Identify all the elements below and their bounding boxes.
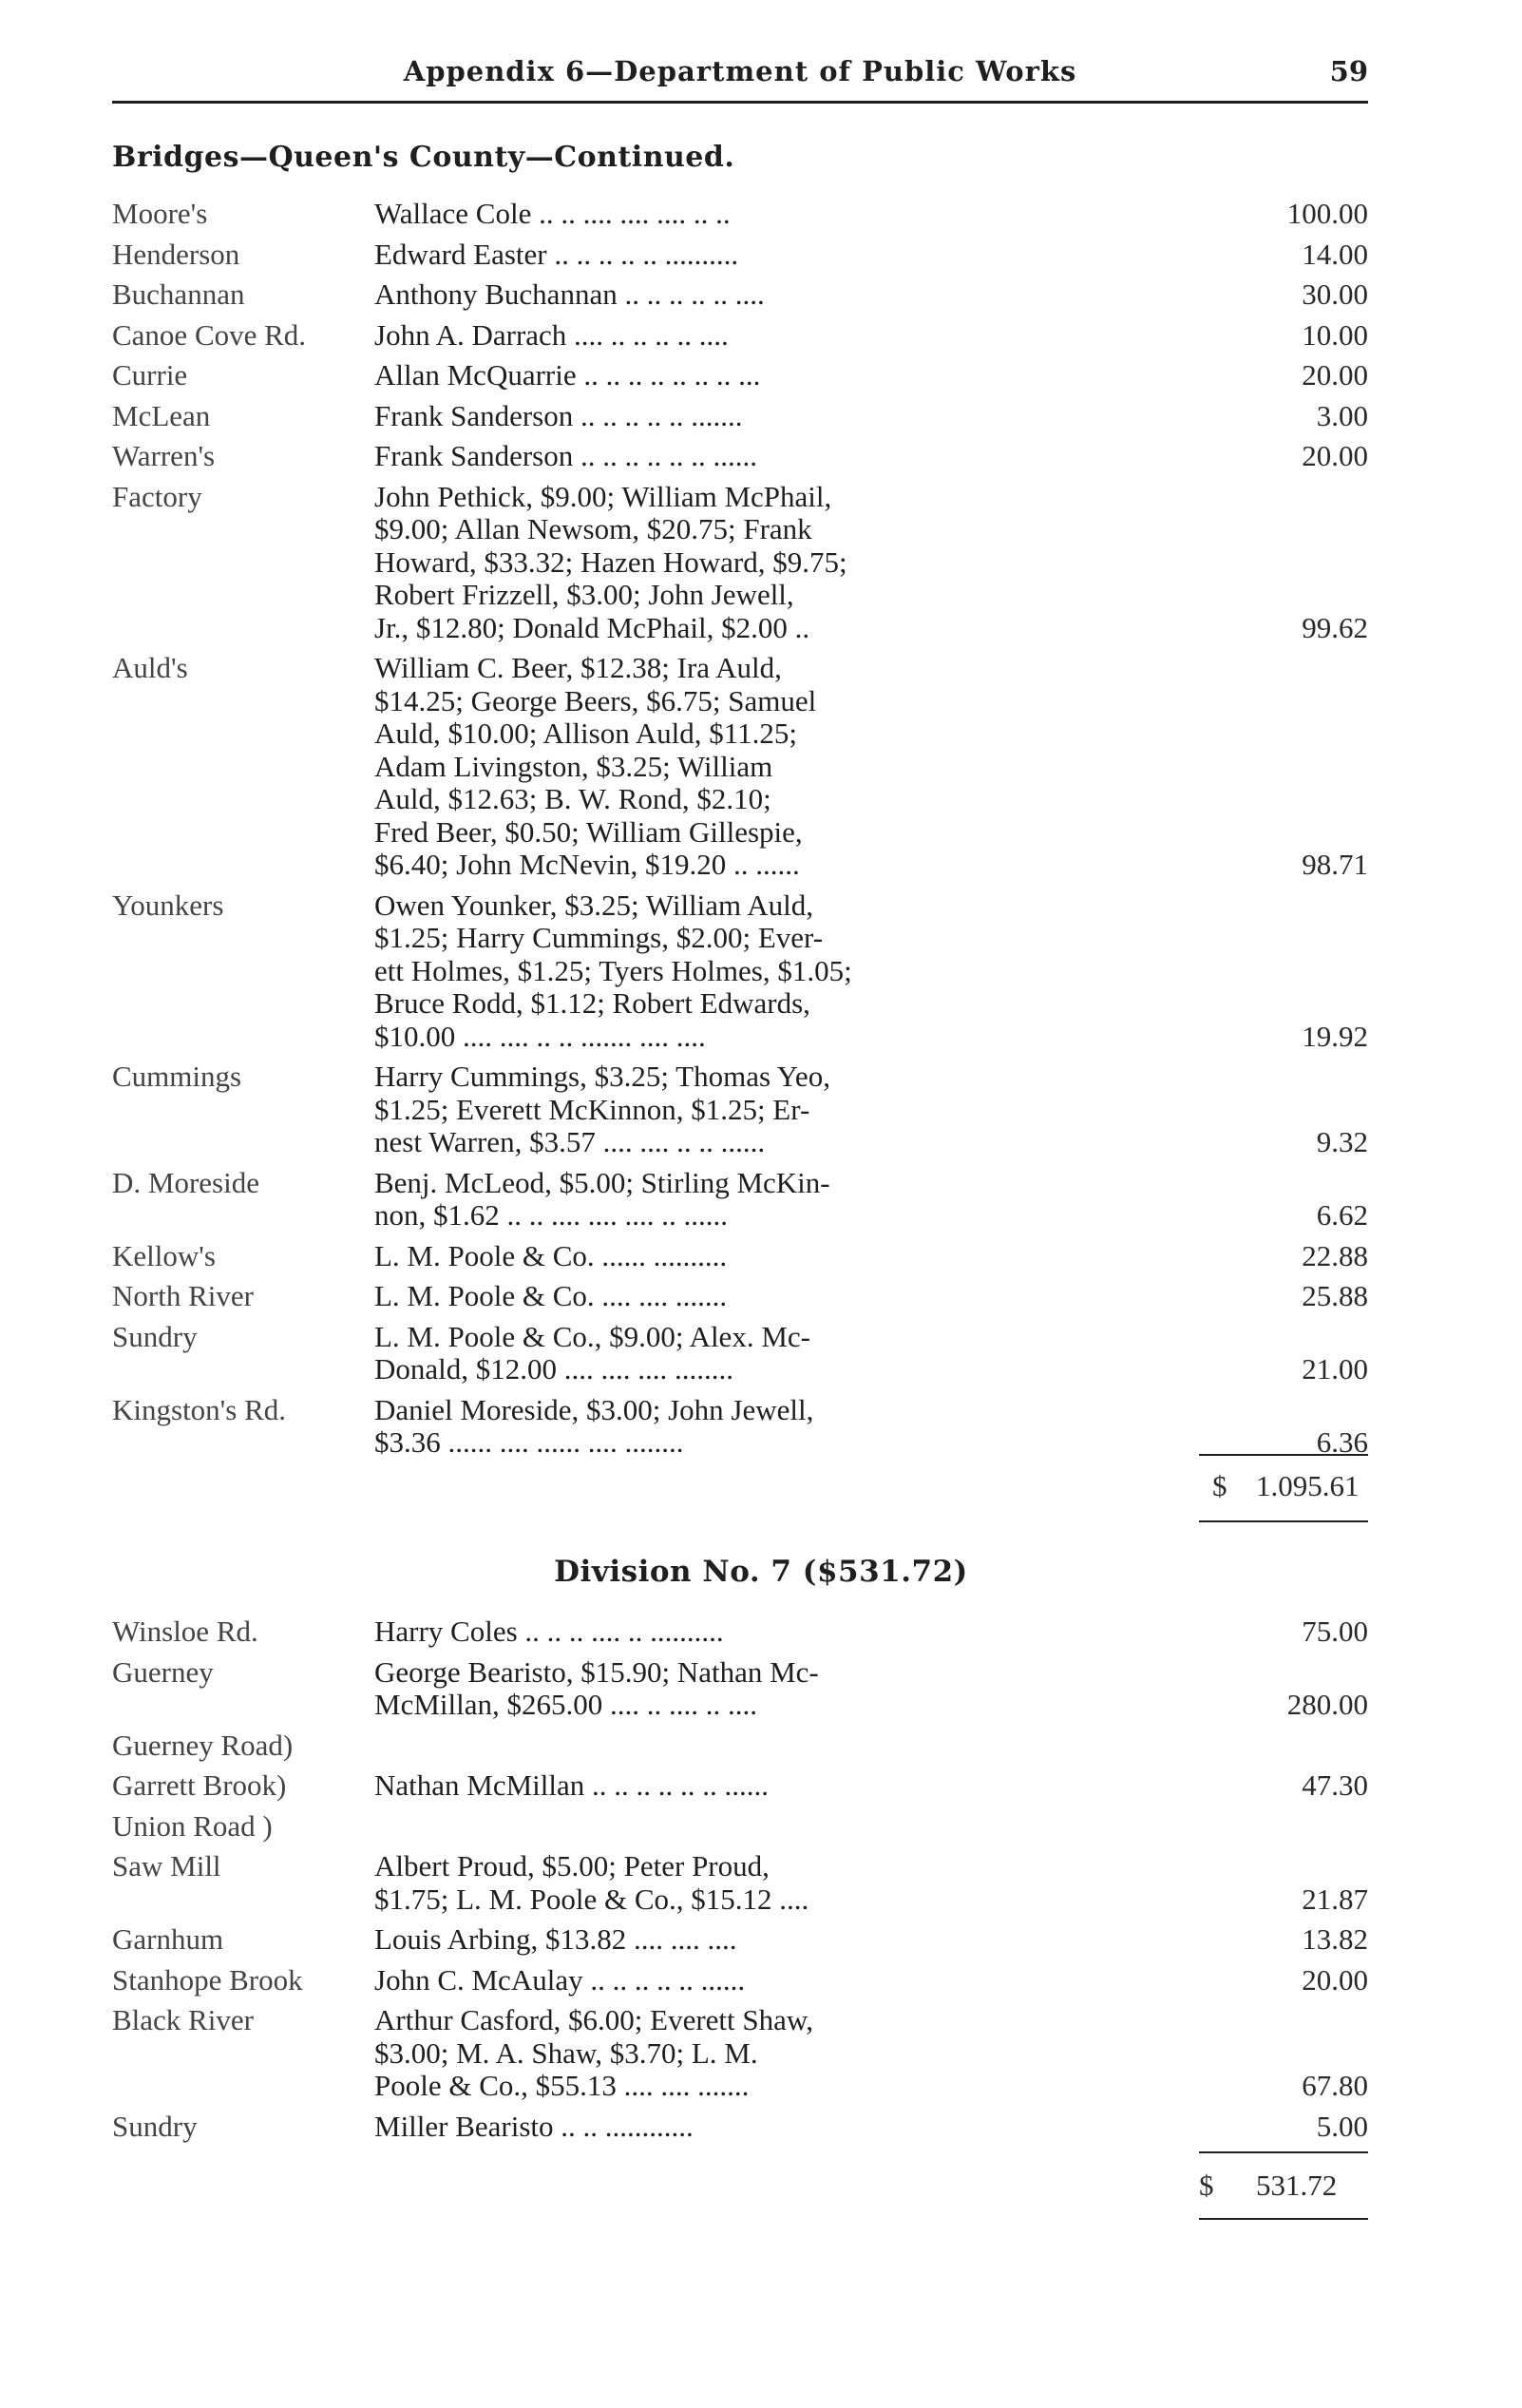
row-place: Guerney Road) bbox=[112, 1728, 294, 1762]
row-amount: 30.00 bbox=[1302, 277, 1368, 311]
row-place: McLean bbox=[112, 398, 211, 432]
total-a bbox=[1212, 1469, 1360, 1503]
row-description-line: Louis Arbing, $13.82 .... .... .... bbox=[374, 1922, 737, 1956]
division-heading: Division No. 7 ($531.72) bbox=[554, 1555, 968, 1589]
row-description-line: Frank Sanderson .. .. .. .. .. .. ...... bbox=[374, 439, 757, 472]
row-description-line: Fred Beer, $0.50; William Gillespie, bbox=[374, 814, 803, 849]
row-description-line: Howard, $33.32; Hazen Howard, $9.75; bbox=[374, 545, 847, 579]
header-rule bbox=[112, 101, 1368, 104]
row-place: Stanhope Brook bbox=[112, 1962, 303, 1997]
row-place: Currie bbox=[112, 358, 188, 392]
total-rule-bottom-b bbox=[1199, 2218, 1368, 2220]
row-amount: 5.00 bbox=[1316, 2109, 1368, 2143]
row-place: Warren's bbox=[112, 439, 216, 472]
row-amount: 6.62 bbox=[1316, 1198, 1368, 1232]
total-b bbox=[1199, 2169, 1337, 2203]
row-description-line: Arthur Casford, $6.00; Everett Shaw, bbox=[374, 2003, 814, 2036]
row-description-line: John C. McAulay .. .. .. .. .. ...... bbox=[374, 1962, 746, 1997]
row-description-line: Jr., $12.80; Donald McPhail, $2.00 .. bbox=[374, 610, 810, 644]
row-amount: 67.80 bbox=[1302, 2069, 1368, 2102]
row-place: Auld's bbox=[112, 651, 188, 684]
total-a-dollar: $ bbox=[1212, 1469, 1227, 1502]
total-b-dollar: $ bbox=[1199, 2169, 1214, 2202]
row-amount: 6.36 bbox=[1316, 1425, 1368, 1459]
row-amount: 21.87 bbox=[1302, 1882, 1368, 1916]
total-a-value: 1.095.61 bbox=[1256, 1469, 1360, 1502]
row-description-line: Edward Easter .. .. .. .. .. .......... bbox=[374, 237, 739, 271]
row-description-line: Miller Bearisto .. .. ............ bbox=[374, 2109, 694, 2143]
row-description-line: $1.25; Harry Cummings, $2.00; Ever- bbox=[374, 921, 824, 954]
row-amount: 99.62 bbox=[1302, 610, 1368, 644]
row-place: Winsloe Rd. bbox=[112, 1615, 258, 1648]
row-place: Factory bbox=[112, 479, 202, 513]
section-heading: Bridges—Queen's County—Continued. bbox=[112, 141, 735, 174]
row-amount: 21.00 bbox=[1302, 1352, 1368, 1386]
row-description-line: Auld, $10.00; Allison Auld, $11.25; bbox=[374, 717, 797, 750]
row-amount: 13.82 bbox=[1302, 1922, 1368, 1956]
row-amount: 25.88 bbox=[1302, 1279, 1368, 1312]
row-description-line: John A. Darrach .... .. .. .. .. .... bbox=[374, 317, 729, 352]
row-description-line: $3.36 ...... .... ...... .... ........ bbox=[374, 1425, 684, 1459]
row-description-line: L. M. Poole & Co., $9.00; Alex. Mc- bbox=[374, 1319, 810, 1353]
total-rule-bottom-a bbox=[1199, 1520, 1368, 1522]
row-place: Sundry bbox=[112, 1319, 198, 1353]
row-description-line: non, $1.62 .. .. .... .... .... .. ...... bbox=[374, 1198, 728, 1232]
row-place: Younkers bbox=[112, 888, 224, 922]
row-description-line: L. M. Poole & Co. .... .... ....... bbox=[374, 1279, 728, 1312]
row-description-line: Poole & Co., $55.13 .... .... ....... bbox=[374, 2069, 750, 2102]
row-description-line: Anthony Buchannan .. .. .. .. .. .... bbox=[374, 277, 765, 311]
row-amount: 20.00 bbox=[1302, 358, 1368, 392]
row-description-line: Donald, $12.00 .... .... .... ........ bbox=[374, 1352, 734, 1386]
row-amount: 280.00 bbox=[1286, 1688, 1368, 1721]
row-amount: 9.32 bbox=[1316, 1125, 1368, 1158]
row-place: Cummings bbox=[112, 1060, 242, 1093]
row-description-line: $14.25; George Beers, $6.75; Samuel bbox=[374, 683, 817, 717]
row-description-line: McMillan, $265.00 .... .. .... .. .... bbox=[374, 1688, 757, 1721]
row-description-line: $10.00 .... .... .. .. ....... .... .... bbox=[374, 1019, 706, 1053]
row-description-line: William C. Beer, $12.38; Ira Auld, bbox=[374, 651, 782, 684]
row-description-line: $1.75; L. M. Poole & Co., $15.12 .... bbox=[374, 1882, 809, 1916]
row-place: Black River bbox=[112, 2003, 254, 2036]
row-description-line: $6.40; John McNevin, $19.20 .. ...... bbox=[374, 848, 800, 881]
row-place: Sundry bbox=[112, 2109, 198, 2143]
page-number: 59 bbox=[1329, 55, 1368, 87]
row-place: Canoe Cove Rd. bbox=[112, 317, 307, 352]
total-b-value: 531.72 bbox=[1256, 2169, 1338, 2202]
row-description-line: Frank Sanderson .. .. .. .. .. ....... bbox=[374, 398, 743, 432]
row-description-line: $3.00; M. A. Shaw, $3.70; L. M. bbox=[374, 2035, 758, 2070]
page-header bbox=[112, 49, 1368, 95]
row-place: Union Road ) bbox=[112, 1808, 273, 1843]
row-amount: 100.00 bbox=[1286, 197, 1368, 230]
row-amount: 47.30 bbox=[1302, 1768, 1368, 1802]
row-place: Guerney bbox=[112, 1654, 214, 1689]
row-amount: 14.00 bbox=[1302, 237, 1368, 271]
row-description-line: Benj. McLeod, $5.00; Stirling McKin- bbox=[374, 1165, 830, 1199]
row-amount: 3.00 bbox=[1316, 398, 1368, 432]
header-title: Appendix 6—Department of Public Works bbox=[403, 55, 1077, 87]
row-description-line: $9.00; Allan Newsom, $20.75; Frank bbox=[374, 512, 812, 545]
row-description-line: Daniel Moreside, $3.00; John Jewell, bbox=[374, 1392, 814, 1426]
row-description-line: Auld, $12.63; B. W. Rond, $2.10; bbox=[374, 782, 771, 815]
row-description-line: Albert Proud, $5.00; Peter Proud, bbox=[374, 1849, 770, 1882]
row-description-line: ett Holmes, $1.25; Tyers Holmes, $1.05; bbox=[374, 953, 852, 987]
row-place: Kellow's bbox=[112, 1238, 216, 1272]
row-place: D. Moreside bbox=[112, 1165, 259, 1199]
row-description-line: Wallace Cole .. .. .... .... .... .. .. bbox=[374, 197, 731, 230]
row-description-line: Owen Younker, $3.25; William Auld, bbox=[374, 888, 813, 922]
row-amount: 10.00 bbox=[1302, 317, 1368, 352]
row-place: Saw Mill bbox=[112, 1849, 221, 1882]
row-description-line: L. M. Poole & Co. ...... .......... bbox=[374, 1238, 728, 1272]
row-description-line: $1.25; Everett McKinnon, $1.25; Er- bbox=[374, 1092, 810, 1126]
row-amount: 75.00 bbox=[1302, 1615, 1368, 1648]
row-place: Henderson bbox=[112, 237, 240, 271]
row-description-line: Harry Coles .. .. .. .... .. .......... bbox=[374, 1615, 724, 1648]
row-amount: 20.00 bbox=[1302, 439, 1368, 472]
row-amount: 20.00 bbox=[1302, 1962, 1368, 1997]
row-place: North River bbox=[112, 1279, 254, 1312]
row-description-line: John Pethick, $9.00; William McPhail, bbox=[374, 479, 832, 513]
row-place: Moore's bbox=[112, 197, 208, 230]
row-amount: 22.88 bbox=[1302, 1238, 1368, 1272]
row-description-line: Harry Cummings, $3.25; Thomas Yeo, bbox=[374, 1060, 830, 1093]
row-description-line: Nathan McMillan .. .. .. .. .. .. ...... bbox=[374, 1768, 770, 1802]
row-place: Garnhum bbox=[112, 1922, 224, 1956]
total-rule-top-a bbox=[1199, 1454, 1368, 1456]
row-description-line: George Bearisto, $15.90; Nathan Mc- bbox=[374, 1654, 819, 1689]
total-rule-top-b bbox=[1199, 2151, 1368, 2153]
row-place: Kingston's Rd. bbox=[112, 1392, 287, 1426]
row-place: Buchannan bbox=[112, 277, 245, 311]
row-place: Garrett Brook) bbox=[112, 1768, 287, 1802]
row-description-line: Allan McQuarrie .. .. .. .. .. .. .. ... bbox=[374, 358, 761, 392]
row-description-line: Robert Frizzell, $3.00; John Jewell, bbox=[374, 578, 794, 611]
row-description-line: nest Warren, $3.57 .... .... .. .. ...... bbox=[374, 1125, 766, 1158]
row-amount: 98.71 bbox=[1302, 848, 1368, 881]
row-description-line: Adam Livingston, $3.25; William bbox=[374, 749, 773, 783]
row-amount: 19.92 bbox=[1302, 1019, 1368, 1053]
row-description-line: Bruce Rodd, $1.12; Robert Edwards, bbox=[374, 986, 810, 1020]
